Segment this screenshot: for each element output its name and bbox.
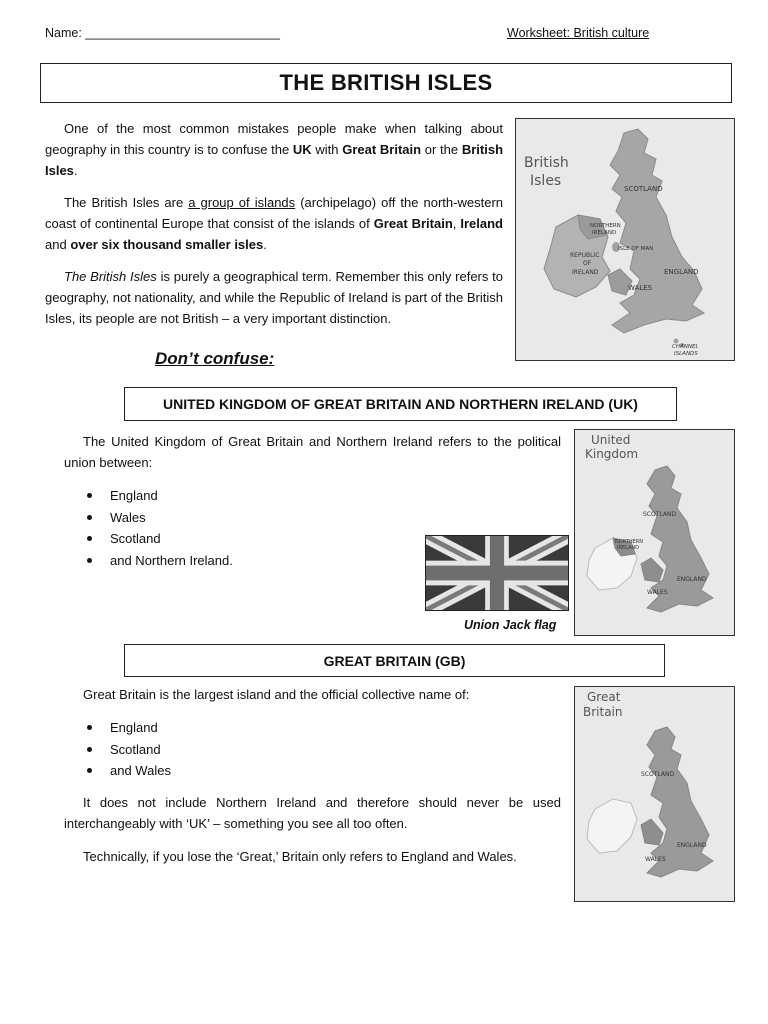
map2-label-england: ENGLAND <box>677 576 707 583</box>
map3-label-england: ENGLAND <box>677 842 707 849</box>
map2-label-ni-1: NORTHERN <box>615 539 643 545</box>
intro-paragraph-1: One of the most common mistakes people make when talking about geography in this country is to confuse the UK with Great Britain or the British Isles. <box>45 121 504 178</box>
map1-label-ci-2: ISLANDS <box>674 351 698 357</box>
map1-label-wales: WALES <box>628 284 653 292</box>
map1-title-1: British <box>524 155 569 171</box>
map2-label-ni-2: IRELAND <box>617 545 640 551</box>
map1-label-scotland: SCOTLAND <box>624 185 663 193</box>
united-kingdom-map <box>574 429 735 636</box>
map1-label-iom: ISLE OF MAN <box>618 246 654 252</box>
worksheet-label: Worksheet: British culture <box>507 26 650 40</box>
map1-title-2: Isles <box>530 173 562 189</box>
map3-label-scotland: SCOTLAND <box>641 771 675 778</box>
gb-paragraph-3: Technically, if you lose the ‘Great,’ Britain only refers to England and Wales. <box>83 849 517 864</box>
uk-section-heading: UNITED KINGDOM OF GREAT BRITAIN AND NORTHERN IRELAND (UK) <box>124 387 677 421</box>
map3-title-1: Great <box>587 690 621 704</box>
map1-label-roi-3: IRELAND <box>572 269 599 276</box>
list-item: England <box>64 717 364 739</box>
gb-paragraph-2: It does not include Northern Ireland and therefore should never be used interchangeably with ‘UK’ – something you see all too often. <box>64 795 561 831</box>
intro-paragraph-3: The British Isles is purely a geographical term. Remember this only refers to geography, not nationality, and while the Republic of Ireland is part of the British Isles, its people are not British – a very important distinction. <box>45 269 503 326</box>
map1-label-ci-1: CHANNEL <box>672 344 699 350</box>
list-item: Scotland <box>64 528 364 550</box>
map2-title-1: United <box>591 433 631 447</box>
map1-label-ni-1: NORTHERN <box>590 223 621 229</box>
uk-country-list <box>64 485 364 571</box>
name-field <box>45 26 280 40</box>
dont-confuse-heading: Don’t confuse: <box>155 349 275 368</box>
flag-caption: Union Jack flag <box>464 618 557 632</box>
map3-label-wales: WALES <box>645 856 666 863</box>
list-item: and Northern Ireland. <box>64 550 364 572</box>
gb-paragraph-1: Great Britain is the largest island and the official collective name of: <box>83 687 470 702</box>
uk-paragraph: The United Kingdom of Great Britain and Northern Ireland refers to the political union between: <box>64 434 561 470</box>
intro-text <box>45 118 503 329</box>
name-blank: ____________________________ <box>85 26 280 40</box>
british-isles-map <box>515 118 735 361</box>
name-label: Name: <box>45 26 82 40</box>
uk-section-text <box>64 431 561 473</box>
list-item: Scotland <box>64 739 364 761</box>
map1-label-roi-1: REPUBLIC <box>570 252 600 259</box>
union-jack-flag <box>425 535 569 611</box>
list-item: and Wales <box>64 760 364 782</box>
list-item: England <box>64 485 364 507</box>
intro-paragraph-2: The British Isles are a group of islands (archipelago) off the north-western coast of continental Europe that consist of the islands of Great Britain, Ireland and over six thousand smaller isles. <box>45 195 504 252</box>
page-title: THE BRITISH ISLES <box>40 63 732 103</box>
map1-label-roi-2: OF <box>583 260 592 267</box>
map2-label-wales: WALES <box>647 589 668 596</box>
map2-label-scotland: SCOTLAND <box>643 511 677 518</box>
great-britain-map <box>574 686 735 902</box>
map3-title-2: Britain <box>583 705 623 719</box>
map1-label-ni-2: IRELAND <box>592 230 617 236</box>
gb-country-list <box>64 717 364 782</box>
gb-section-text-2 <box>64 792 561 867</box>
map2-title-2: Kingdom <box>585 447 639 461</box>
map1-label-england: ENGLAND <box>664 268 699 276</box>
gb-section-text <box>64 684 561 705</box>
gb-section-heading: GREAT BRITAIN (GB) <box>124 644 665 677</box>
list-item: Wales <box>64 507 364 529</box>
